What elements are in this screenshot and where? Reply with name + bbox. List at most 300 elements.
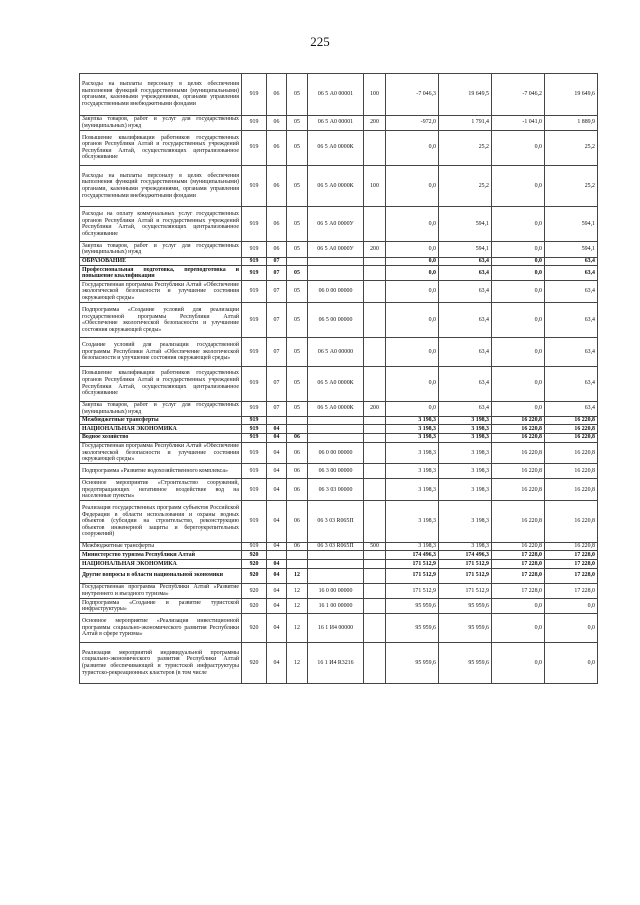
name-cell: Государственная программа Республики Алтай «Развитие внутреннего и въездного туризма» <box>80 583 242 598</box>
amount-total-2-cell: 63,4 <box>545 338 598 366</box>
subsection-code-cell: 05 <box>287 338 308 366</box>
amount-change-1-cell: 174 496,3 <box>386 551 439 560</box>
expense-type-cell <box>364 614 386 642</box>
ved-code-cell: 919 <box>242 74 267 116</box>
target-article-cell: 06 5 А0 0000К <box>308 401 364 416</box>
amount-total-2-cell: 17 228,0 <box>545 551 598 560</box>
amount-change-2-cell: 16 220,8 <box>492 501 545 543</box>
amount-total-2-cell: 25,2 <box>545 130 598 165</box>
name-cell: Министерство туризма Республики Алтай <box>80 551 242 560</box>
name-cell: Закупка товаров, работ и услуг для государственных (муниципальных) нужд <box>80 401 242 416</box>
amount-total-2-cell: 16 220,8 <box>545 433 598 442</box>
amount-total-1-cell: 594,1 <box>439 242 492 257</box>
expense-type-cell: 100 <box>364 74 386 116</box>
amount-change-2-cell: 17 228,0 <box>492 551 545 560</box>
amount-change-1-cell: 3 198,3 <box>386 416 439 425</box>
amount-change-1-cell: 171 512,9 <box>386 583 439 598</box>
table-row <box>80 74 598 116</box>
expense-type-cell <box>364 416 386 425</box>
subsection-code-cell: 06 <box>287 542 308 551</box>
subsection-code-cell: 12 <box>287 614 308 642</box>
amount-change-1-cell: -7 046,3 <box>386 74 439 116</box>
amount-total-1-cell: 63,4 <box>439 266 492 281</box>
amount-change-2-cell: 0,0 <box>492 303 545 338</box>
amount-total-2-cell: 16 220,8 <box>545 479 598 501</box>
table-row <box>80 115 598 130</box>
expense-type-cell <box>364 568 386 583</box>
ved-code-cell: 920 <box>242 599 267 614</box>
name-cell: НАЦИОНАЛЬНАЯ ЭКОНОМИКА <box>80 560 242 569</box>
ved-code-cell: 919 <box>242 442 267 464</box>
name-cell: ОБРАЗОВАНИЕ <box>80 257 242 266</box>
subsection-code-cell <box>287 416 308 425</box>
target-article-cell: 06 5 А0 0000У <box>308 242 364 257</box>
amount-change-2-cell: 0,0 <box>492 165 545 207</box>
table-row <box>80 242 598 257</box>
table-row <box>80 303 598 338</box>
amount-change-2-cell: 16 220,8 <box>492 442 545 464</box>
ved-code-cell: 919 <box>242 242 267 257</box>
amount-change-2-cell: 16 220,8 <box>492 416 545 425</box>
amount-total-1-cell: 63,4 <box>439 281 492 303</box>
subsection-code-cell: 06 <box>287 433 308 442</box>
ved-code-cell: 919 <box>242 165 267 207</box>
amount-change-2-cell: 0,0 <box>492 266 545 281</box>
ved-code-cell: 919 <box>242 542 267 551</box>
target-article-cell: 16 1 И4 R3216 <box>308 642 364 684</box>
name-cell: Подпрограмма «Создание условий для реализации государственной программы Республики Алтай «Обеспечение экологической безопасности и улучшение состояния окружающей среды» <box>80 303 242 338</box>
amount-total-1-cell: 174 496,3 <box>439 551 492 560</box>
name-cell: Подпрограмма «Создание и развитие туристской инфраструктуры» <box>80 599 242 614</box>
target-article-cell: 06 3 03 R065П <box>308 501 364 543</box>
expense-type-cell <box>364 599 386 614</box>
table-row <box>80 560 598 569</box>
expense-type-cell <box>364 560 386 569</box>
subsection-code-cell: 05 <box>287 115 308 130</box>
section-code-cell: 04 <box>267 425 287 434</box>
amount-change-1-cell: -972,0 <box>386 115 439 130</box>
amount-change-1-cell: 0,0 <box>386 366 439 401</box>
ved-code-cell: 919 <box>242 464 267 479</box>
target-article-cell <box>308 416 364 425</box>
section-code-cell: 07 <box>267 401 287 416</box>
name-cell: Закупка товаров, работ и услуг для государственных (муниципальных) нужд <box>80 242 242 257</box>
name-cell: Водное хозяйство <box>80 433 242 442</box>
expense-type-cell: 200 <box>364 401 386 416</box>
amount-change-1-cell: 3 198,3 <box>386 433 439 442</box>
section-code-cell: 06 <box>267 242 287 257</box>
table-row <box>80 207 598 242</box>
expense-type-cell <box>364 442 386 464</box>
amount-total-2-cell: 63,4 <box>545 281 598 303</box>
amount-change-2-cell: 0,0 <box>492 281 545 303</box>
name-cell: Основное мероприятие «Реализация инвестиционной программы социально-экономического развития Республики Алтай в сфере туризма» <box>80 614 242 642</box>
section-code-cell: 07 <box>267 338 287 366</box>
subsection-code-cell: 06 <box>287 479 308 501</box>
amount-total-2-cell: 63,4 <box>545 257 598 266</box>
target-article-cell: 06 5 А0 00001 <box>308 115 364 130</box>
amount-change-1-cell: 0,0 <box>386 242 439 257</box>
expense-type-cell <box>364 642 386 684</box>
section-code-cell: 06 <box>267 207 287 242</box>
name-cell: НАЦИОНАЛЬНАЯ ЭКОНОМИКА <box>80 425 242 434</box>
subsection-code-cell: 05 <box>287 207 308 242</box>
section-code-cell <box>267 416 287 425</box>
subsection-code-cell: 06 <box>287 501 308 543</box>
subsection-code-cell: 06 <box>287 464 308 479</box>
amount-change-2-cell: 0,0 <box>492 130 545 165</box>
amount-total-2-cell: 19 649,6 <box>545 74 598 116</box>
amount-total-1-cell: 1 791,4 <box>439 115 492 130</box>
amount-total-2-cell: 16 220,8 <box>545 425 598 434</box>
target-article-cell <box>308 560 364 569</box>
subsection-code-cell: 12 <box>287 583 308 598</box>
amount-total-1-cell: 63,4 <box>439 303 492 338</box>
ved-code-cell: 919 <box>242 266 267 281</box>
amount-change-2-cell: 17 228,0 <box>492 568 545 583</box>
amount-total-1-cell: 171 512,9 <box>439 560 492 569</box>
table-row <box>80 416 598 425</box>
amount-total-2-cell: 16 220,8 <box>545 464 598 479</box>
subsection-code-cell <box>287 425 308 434</box>
amount-change-1-cell: 171 512,9 <box>386 568 439 583</box>
name-cell: Основное мероприятие «Строительство сооружений, предотвращающих негативное воздействие вод на населенные пункты» <box>80 479 242 501</box>
section-code-cell: 07 <box>267 366 287 401</box>
expense-type-cell <box>364 366 386 401</box>
expense-type-cell <box>364 338 386 366</box>
amount-total-1-cell: 3 198,3 <box>439 542 492 551</box>
amount-change-2-cell: 0,0 <box>492 242 545 257</box>
table-row <box>80 281 598 303</box>
name-cell: Реализация государственных программ субъектов Российской Федерации в области использования и охраны водных объектов (субсидии на строительство, реконструкцию объектов инженерной защиты и берегоукрепительных сооружений) <box>80 501 242 543</box>
amount-total-2-cell: 16 220,8 <box>545 442 598 464</box>
table-row <box>80 433 598 442</box>
amount-total-2-cell: 0,0 <box>545 599 598 614</box>
amount-change-2-cell: 16 220,8 <box>492 542 545 551</box>
section-code-cell <box>267 551 287 560</box>
subsection-code-cell: 12 <box>287 642 308 684</box>
amount-total-1-cell: 63,4 <box>439 366 492 401</box>
target-article-cell <box>308 568 364 583</box>
table-row <box>80 401 598 416</box>
amount-change-1-cell: 3 198,3 <box>386 464 439 479</box>
subsection-code-cell: 05 <box>287 165 308 207</box>
amount-total-1-cell: 3 198,3 <box>439 501 492 543</box>
amount-change-1-cell: 95 959,6 <box>386 642 439 684</box>
amount-total-2-cell: 16 220,8 <box>545 416 598 425</box>
subsection-code-cell: 12 <box>287 568 308 583</box>
amount-change-2-cell: 0,0 <box>492 338 545 366</box>
expense-type-cell <box>364 433 386 442</box>
amount-change-2-cell: 16 220,8 <box>492 479 545 501</box>
target-article-cell: 06 3 03 00000 <box>308 479 364 501</box>
table-row <box>80 614 598 642</box>
subsection-code-cell: 05 <box>287 303 308 338</box>
amount-total-1-cell: 25,2 <box>439 130 492 165</box>
expense-type-cell: 200 <box>364 242 386 257</box>
name-cell: Закупка товаров, работ и услуг для государственных (муниципальных) нужд <box>80 115 242 130</box>
ved-code-cell: 919 <box>242 366 267 401</box>
expense-type-cell <box>364 425 386 434</box>
amount-total-2-cell: 594,1 <box>545 207 598 242</box>
target-article-cell: 06 5 А0 0000К <box>308 130 364 165</box>
expense-type-cell: 500 <box>364 542 386 551</box>
target-article-cell: 06 5 А0 0000К <box>308 366 364 401</box>
subsection-code-cell: 05 <box>287 130 308 165</box>
subsection-code-cell: 12 <box>287 599 308 614</box>
amount-change-2-cell: 0,0 <box>492 207 545 242</box>
amount-total-2-cell: 0,0 <box>545 614 598 642</box>
table-row <box>80 338 598 366</box>
amount-change-1-cell: 3 198,3 <box>386 501 439 543</box>
table-body <box>80 74 598 684</box>
section-code-cell: 06 <box>267 74 287 116</box>
subsection-code-cell <box>287 560 308 569</box>
ved-code-cell: 919 <box>242 401 267 416</box>
ved-code-cell: 920 <box>242 551 267 560</box>
section-code-cell: 06 <box>267 130 287 165</box>
expense-type-cell <box>364 257 386 266</box>
amount-change-2-cell: 0,0 <box>492 642 545 684</box>
name-cell: Повышение квалификации работников государственных органов Республики Алтай и государственных учреждений Республики Алтай, осуществляющих централизованное обслуживание <box>80 130 242 165</box>
amount-total-2-cell: 63,4 <box>545 266 598 281</box>
expense-type-cell: 200 <box>364 115 386 130</box>
amount-change-2-cell: 16 220,8 <box>492 464 545 479</box>
target-article-cell: 06 5 А0 00000 <box>308 338 364 366</box>
amount-total-1-cell: 3 198,3 <box>439 479 492 501</box>
ved-code-cell: 920 <box>242 560 267 569</box>
amount-change-1-cell: 3 198,3 <box>386 542 439 551</box>
expense-type-cell <box>364 583 386 598</box>
target-article-cell: 06 3 00 00000 <box>308 464 364 479</box>
name-cell: Реализация мероприятий индивидуальной программы социально-экономического развития Республики Алтай (развитие обеспечивающей и туристской инфраструктуры туристско-рекреационных кластеров (в том числе <box>80 642 242 684</box>
target-article-cell: 16 0 00 00000 <box>308 583 364 598</box>
amount-total-1-cell: 3 198,3 <box>439 433 492 442</box>
table-row <box>80 165 598 207</box>
amount-change-2-cell: 17 228,0 <box>492 560 545 569</box>
section-code-cell: 04 <box>267 568 287 583</box>
amount-change-1-cell: 0,0 <box>386 165 439 207</box>
amount-total-2-cell: 63,4 <box>545 401 598 416</box>
amount-change-1-cell: 95 959,6 <box>386 599 439 614</box>
target-article-cell <box>308 433 364 442</box>
expense-type-cell <box>364 281 386 303</box>
expense-type-cell <box>364 266 386 281</box>
amount-total-2-cell: 63,4 <box>545 303 598 338</box>
target-article-cell: 06 3 03 R065П <box>308 542 364 551</box>
section-code-cell: 04 <box>267 614 287 642</box>
amount-change-1-cell: 0,0 <box>386 207 439 242</box>
amount-total-1-cell: 19 649,5 <box>439 74 492 116</box>
name-cell: Расходы на выплаты персоналу в целях обеспечения выполнения функций государственными (муниципальными) органами, казенными учреждениями, органами управления государственными внебюджетными фондами <box>80 74 242 116</box>
target-article-cell <box>308 266 364 281</box>
amount-change-2-cell: 0,0 <box>492 401 545 416</box>
amount-total-2-cell: 17 228,0 <box>545 560 598 569</box>
name-cell: Государственная программа Республики Алтай «Обеспечение экологической безопасности и улучшение состояния окружающей среды» <box>80 442 242 464</box>
subsection-code-cell: 06 <box>287 442 308 464</box>
target-article-cell: 06 5 00 00000 <box>308 303 364 338</box>
amount-change-1-cell: 0,0 <box>386 130 439 165</box>
ved-code-cell: 919 <box>242 115 267 130</box>
subsection-code-cell <box>287 551 308 560</box>
section-code-cell: 04 <box>267 560 287 569</box>
amount-total-1-cell: 3 198,3 <box>439 425 492 434</box>
section-code-cell: 04 <box>267 442 287 464</box>
expense-type-cell <box>364 207 386 242</box>
target-article-cell <box>308 551 364 560</box>
amount-change-2-cell: 0,0 <box>492 599 545 614</box>
subsection-code-cell: 05 <box>287 281 308 303</box>
expense-type-cell: 100 <box>364 165 386 207</box>
amount-total-1-cell: 594,1 <box>439 207 492 242</box>
amount-change-1-cell: 0,0 <box>386 257 439 266</box>
amount-change-2-cell: 16 220,8 <box>492 425 545 434</box>
section-code-cell: 07 <box>267 281 287 303</box>
ved-code-cell: 920 <box>242 614 267 642</box>
amount-change-2-cell: 0,0 <box>492 614 545 642</box>
ved-code-cell: 919 <box>242 501 267 543</box>
amount-total-1-cell: 171 512,9 <box>439 568 492 583</box>
ved-code-cell: 919 <box>242 433 267 442</box>
target-article-cell: 06 0 00 00000 <box>308 281 364 303</box>
target-article-cell: 06 0 00 00000 <box>308 442 364 464</box>
section-code-cell: 04 <box>267 433 287 442</box>
section-code-cell: 04 <box>267 642 287 684</box>
expense-type-cell <box>364 303 386 338</box>
ved-code-cell: 919 <box>242 207 267 242</box>
table-row <box>80 568 598 583</box>
amount-change-1-cell: 3 198,3 <box>386 442 439 464</box>
name-cell: Межбюджетные трансферты <box>80 542 242 551</box>
target-article-cell: 16 1 00 00000 <box>308 599 364 614</box>
amount-total-2-cell: 1 889,9 <box>545 115 598 130</box>
section-code-cell: 04 <box>267 599 287 614</box>
ved-code-cell: 919 <box>242 425 267 434</box>
section-code-cell: 04 <box>267 542 287 551</box>
table-row <box>80 366 598 401</box>
table-row <box>80 583 598 598</box>
name-cell: Расходы на выплаты персоналу в целях обеспечения выполнения функций государственными (муниципальными) органами, казенными учреждениями, органами управления государственными внебюджетными фондами <box>80 165 242 207</box>
expense-type-cell <box>364 130 386 165</box>
section-code-cell: 07 <box>267 303 287 338</box>
table-row <box>80 551 598 560</box>
amount-change-1-cell: 0,0 <box>386 303 439 338</box>
target-article-cell <box>308 257 364 266</box>
name-cell: Профессиональная подготовка, переподготовка и повышение квалификации <box>80 266 242 281</box>
expense-type-cell <box>364 501 386 543</box>
expense-type-cell <box>364 464 386 479</box>
section-code-cell: 04 <box>267 501 287 543</box>
section-code-cell: 06 <box>267 165 287 207</box>
amount-total-2-cell: 0,0 <box>545 642 598 684</box>
amount-change-1-cell: 0,0 <box>386 266 439 281</box>
target-article-cell: 16 1 И4 00000 <box>308 614 364 642</box>
name-cell: Подпрограмма «Развитие водохозяйственного комплекса» <box>80 464 242 479</box>
section-code-cell: 04 <box>267 479 287 501</box>
table-row <box>80 542 598 551</box>
amount-change-1-cell: 171 512,9 <box>386 560 439 569</box>
ved-code-cell: 919 <box>242 338 267 366</box>
amount-total-1-cell: 95 959,6 <box>439 642 492 684</box>
ved-code-cell: 920 <box>242 568 267 583</box>
amount-total-1-cell: 63,4 <box>439 257 492 266</box>
subsection-code-cell <box>287 257 308 266</box>
name-cell: Расходы на оплату коммунальных услуг государственных органов Республики Алтай и государственных учреждений Республики Алтай, осуществляющих централизованное обслуживание <box>80 207 242 242</box>
subsection-code-cell: 05 <box>287 242 308 257</box>
amount-total-2-cell: 16 220,8 <box>545 501 598 543</box>
section-code-cell: 04 <box>267 464 287 479</box>
table-row <box>80 479 598 501</box>
amount-change-2-cell: -7 046,2 <box>492 74 545 116</box>
subsection-code-cell: 05 <box>287 401 308 416</box>
table-row <box>80 442 598 464</box>
ved-code-cell: 920 <box>242 583 267 598</box>
table-row <box>80 599 598 614</box>
section-code-cell: 06 <box>267 115 287 130</box>
table-row <box>80 501 598 543</box>
name-cell: Государственная программа Республики Алтай «Обеспечение экологической безопасности и улучшение состояния окружающей среды» <box>80 281 242 303</box>
section-code-cell: 07 <box>267 257 287 266</box>
amount-total-2-cell: 17 228,0 <box>545 583 598 598</box>
amount-change-2-cell: -1 041,0 <box>492 115 545 130</box>
target-article-cell: 06 5 А0 0000К <box>308 165 364 207</box>
target-article-cell: 06 5 А0 00001 <box>308 74 364 116</box>
name-cell: Создание условий для реализации государственной программы Республики Алтай «Обеспечение экологической безопасности и улучшение состояния окружающей среды» <box>80 338 242 366</box>
amount-total-2-cell: 17 228,0 <box>545 568 598 583</box>
table-row <box>80 257 598 266</box>
name-cell: Другие вопросы в области национальной экономики <box>80 568 242 583</box>
name-cell: Повышение квалификации работников государственных органов Республики Алтай и государственных учреждений Республики Алтай, осуществляющих централизованное обслуживание <box>80 366 242 401</box>
amount-change-2-cell: 0,0 <box>492 257 545 266</box>
amount-change-2-cell: 17 228,0 <box>492 583 545 598</box>
amount-total-2-cell: 16 220,8 <box>545 542 598 551</box>
ved-code-cell: 920 <box>242 642 267 684</box>
page-number: 225 <box>310 34 330 49</box>
table-row <box>80 130 598 165</box>
amount-total-2-cell: 594,1 <box>545 242 598 257</box>
subsection-code-cell: 05 <box>287 74 308 116</box>
target-article-cell <box>308 425 364 434</box>
amount-total-1-cell: 3 198,3 <box>439 464 492 479</box>
amount-total-2-cell: 25,2 <box>545 165 598 207</box>
amount-change-1-cell: 0,0 <box>386 401 439 416</box>
amount-total-1-cell: 171 512,9 <box>439 583 492 598</box>
budget-table <box>79 73 598 684</box>
amount-change-1-cell: 0,0 <box>386 281 439 303</box>
ved-code-cell: 919 <box>242 303 267 338</box>
name-cell: Межбюджетные трансферты <box>80 416 242 425</box>
amount-total-2-cell: 63,4 <box>545 366 598 401</box>
target-article-cell: 06 5 А0 0000У <box>308 207 364 242</box>
amount-change-1-cell: 3 198,3 <box>386 425 439 434</box>
amount-total-1-cell: 3 198,3 <box>439 442 492 464</box>
amount-total-1-cell: 63,4 <box>439 338 492 366</box>
amount-total-1-cell: 95 959,6 <box>439 599 492 614</box>
amount-total-1-cell: 95 959,6 <box>439 614 492 642</box>
ved-code-cell: 919 <box>242 130 267 165</box>
amount-total-1-cell: 25,2 <box>439 165 492 207</box>
ved-code-cell: 919 <box>242 281 267 303</box>
amount-change-2-cell: 0,0 <box>492 366 545 401</box>
subsection-code-cell: 05 <box>287 266 308 281</box>
expense-type-cell <box>364 551 386 560</box>
amount-total-1-cell: 3 198,3 <box>439 416 492 425</box>
ved-code-cell: 919 <box>242 479 267 501</box>
expense-type-cell <box>364 479 386 501</box>
amount-total-1-cell: 63,4 <box>439 401 492 416</box>
ved-code-cell: 919 <box>242 416 267 425</box>
table-row <box>80 464 598 479</box>
